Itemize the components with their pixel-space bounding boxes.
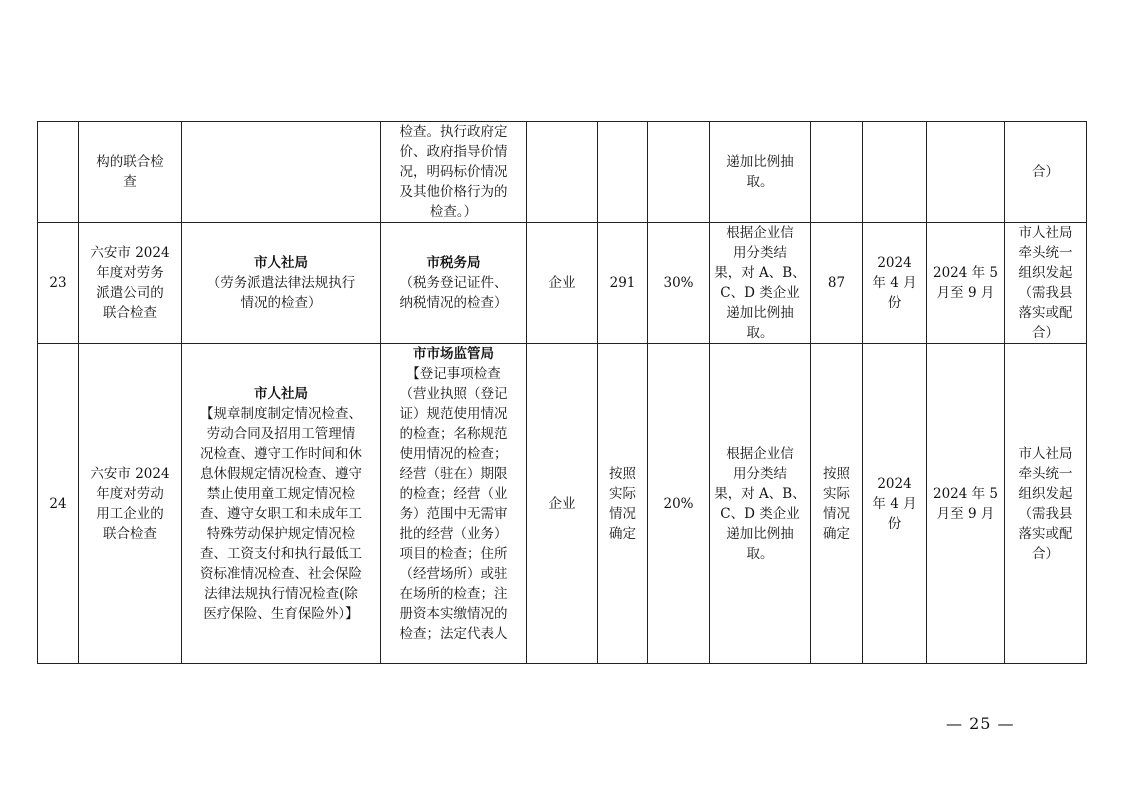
dept1-cell (182, 223, 381, 344)
note-cell: 市人社局 牵头统一 组织发起 （需我县 落实或配 合） (1005, 344, 1087, 664)
ratio-cell (648, 122, 710, 223)
start-cell (863, 122, 927, 223)
start-cell: 2024 年 4 月 份 (863, 344, 927, 664)
method-cell: 递加比例抽 取。 (710, 122, 811, 223)
dept1-name: 市人社局 (254, 385, 308, 402)
period-cell: 2024 年 5 月至 9 月 (927, 344, 1005, 664)
object-cell: 企业 (527, 344, 598, 664)
dept1-name: 市人社局 (254, 255, 308, 271)
inspection-table (37, 121, 1087, 664)
count-cell (598, 122, 648, 223)
object-cell: 企业 (527, 223, 598, 344)
dept2-detail: 【登记事项检查 （营业执照（登记 证）规范使用情况 的检查；名称规范 使用情况的检查； 经营（驻在）期限 的检查；经营（业 务）范围中无需审 批的经营（业务） 项目的检查；住所 （经营场所）或驻 在场所的检查；注 册资本实缴情况的 检查；法定代表人 (399, 366, 508, 642)
ratio-cell: 30% (648, 223, 710, 344)
object-cell (527, 122, 598, 223)
dept1-cell (182, 344, 381, 664)
table-row (38, 344, 1087, 664)
page-number: — 25 — (946, 714, 1015, 733)
count-cell: 按照 实际 情况 确定 (598, 344, 648, 664)
start-cell: 2024 年 4 月 份 (863, 223, 927, 344)
note-cell: 市人社局 牵头统一 组织发起 （需我县 落实或配 合） (1005, 223, 1087, 344)
dept2-detail: （税务登记证件、 纳税情况的检查） (399, 275, 508, 311)
sample-cell: 87 (811, 223, 863, 344)
count-cell: 291 (598, 223, 648, 344)
ratio-cell: 20% (648, 344, 710, 664)
method-cell: 根据企业信 用分类结 果，对 A、B、 C、D 类企业 递加比例抽 取。 (710, 223, 811, 344)
dept2-cell (381, 344, 527, 664)
sample-cell (811, 122, 863, 223)
note-cell: 合） (1005, 122, 1087, 223)
dept2-name: 市税务局 (426, 255, 481, 271)
dept2-cell (381, 122, 527, 223)
task-name-cell: 构的联合检 查 (79, 122, 182, 223)
seq-cell (38, 122, 79, 223)
dept2-cell (381, 223, 527, 344)
table-row (38, 223, 1087, 344)
task-name-cell: 六安市 2024 年度对劳动 用工企业的 联合检查 (79, 344, 182, 664)
method-cell: 根据企业信 用分类结 果，对 A、B、 C、D 类企业 递加比例抽 取。 (710, 344, 811, 664)
dept1-detail: （劳务派遣法律法规执行 情况的检查） (206, 275, 356, 311)
period-cell: 2024 年 5 月至 9 月 (927, 223, 1005, 344)
seq-cell: 24 (38, 344, 79, 664)
dept1-cell (182, 122, 381, 223)
period-cell (927, 122, 1005, 223)
sample-cell: 按照 实际 情况 确定 (811, 344, 863, 664)
seq-cell: 23 (38, 223, 79, 344)
task-name-cell: 六安市 2024 年度对劳务 派遣公司的 联合检查 (79, 223, 182, 344)
dept2-name: 市市场监管局 (413, 346, 494, 362)
dept1-detail: 【规章制度制定情况检查、 劳动合同及招用工管理情 况检查、遵守工作时间和休 息休假规定情况检查、遵守 禁止使用童工规定情况检 查、遵守女职工和未成年工 特殊劳动保护规定情况检 查、工资支付和执行最低工 资标准情况检查、社会保险 法律法规执行情况检查(除 医疗保险、生育保险外）】 (200, 405, 362, 622)
table-row (38, 122, 1087, 223)
dept2-detail: 检查。执行政府定 价、政府指导价情 况，明码标价情况 及其他价格行为的 检查。） (399, 124, 508, 220)
